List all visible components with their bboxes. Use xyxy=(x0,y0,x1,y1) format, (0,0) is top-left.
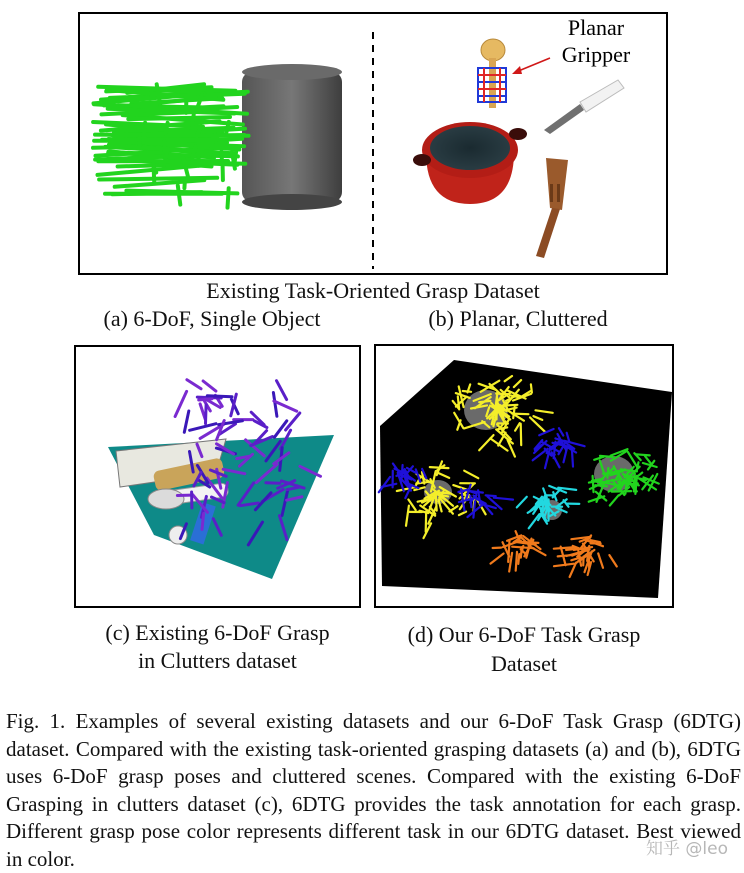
grasp-stroke xyxy=(128,117,230,119)
grasp-stroke xyxy=(519,542,538,543)
panel-d xyxy=(374,344,674,608)
grasp-stroke xyxy=(531,384,532,392)
grasp-stroke xyxy=(203,381,216,391)
grasp-stroke xyxy=(235,151,237,163)
figure-caption: Fig. 1. Examples of several existing datasets and our 6-DoF Task Grasp (6DTG) dataset. Compared with the existing task-oriented grasping datasets (a) and (b), 6DTG uses 6-DoF grasp poses and cluttered scenes. Compared with the existing 6-DoF Grasping in clutters dataset (c), 6DTG provides the task annotation for each grasp. Different grasp pose color represents different task in our 6DTG dataset. Best viewed in color. xyxy=(6,709,741,871)
green-grasp-poses xyxy=(93,84,249,207)
label-b: (b) Planar, Cluttered xyxy=(428,306,608,331)
panel-ab xyxy=(78,12,668,275)
grasp-stroke xyxy=(113,192,202,194)
grasp-stroke xyxy=(426,512,427,532)
grasp-stroke xyxy=(516,552,517,571)
label-c-line2: in Clutters dataset xyxy=(138,648,297,673)
label-d-line1: (d) Our 6-DoF Task Grasp xyxy=(407,622,641,647)
grasp-stroke xyxy=(607,468,608,478)
wooden-spatula xyxy=(536,158,568,258)
gripper-label-line1: Planar xyxy=(567,15,625,40)
grasp-stroke xyxy=(166,123,168,133)
grasp-stroke xyxy=(164,141,165,152)
grasp-stroke xyxy=(190,424,216,431)
grasp-stroke xyxy=(463,391,471,392)
grasp-stroke xyxy=(187,380,201,389)
panel-ab-title: Existing Task-Oriented Grasp Dataset xyxy=(206,278,540,303)
red-pot xyxy=(413,122,527,204)
panel-d-illustration xyxy=(376,346,672,606)
grasp-stroke xyxy=(636,454,650,455)
grasp-stroke xyxy=(593,476,594,492)
grasp-stroke xyxy=(206,405,207,424)
grasp-stroke xyxy=(521,547,522,557)
grasp-stroke xyxy=(521,424,522,445)
grasp-stroke xyxy=(436,492,450,493)
grasp-stroke xyxy=(207,396,232,397)
grasp-stroke xyxy=(277,381,287,400)
grasp-stroke xyxy=(228,188,229,207)
grasp-stroke xyxy=(266,483,280,484)
panel-c xyxy=(74,345,361,608)
grasp-stroke xyxy=(184,411,189,432)
grasp-stroke xyxy=(202,514,204,530)
grasp-stroke xyxy=(115,180,205,187)
label-d-line2: Dataset xyxy=(491,651,557,676)
gripper-arrow xyxy=(512,58,550,74)
grasp-stroke xyxy=(130,112,200,115)
grasp-stroke xyxy=(518,554,519,564)
grasp-stroke xyxy=(226,122,229,133)
watermark: 知乎 @leo xyxy=(646,839,728,859)
grasp-stroke xyxy=(211,138,214,154)
grasp-stroke xyxy=(470,496,471,507)
grasp-stroke xyxy=(153,164,154,184)
grasp-stroke xyxy=(628,483,638,484)
grasp-stroke xyxy=(184,179,185,188)
grasp-stroke xyxy=(221,152,222,161)
grasp-stroke xyxy=(175,391,187,416)
knife xyxy=(544,80,624,134)
grasp-stroke xyxy=(273,393,277,417)
gripper-label-line2: Gripper xyxy=(561,42,631,67)
grasp-stroke xyxy=(178,186,181,205)
panel-ab-illustration xyxy=(80,14,666,273)
grasp-stroke xyxy=(192,115,194,126)
panel-c-illustration xyxy=(76,347,359,606)
label-c-line1: (c) Existing 6-DoF Grasp xyxy=(105,620,330,645)
grasp-stroke xyxy=(144,123,146,143)
mug-object xyxy=(242,64,342,210)
grasp-stroke xyxy=(199,399,212,400)
label-a: (a) 6-DoF, Single Object xyxy=(103,306,321,331)
